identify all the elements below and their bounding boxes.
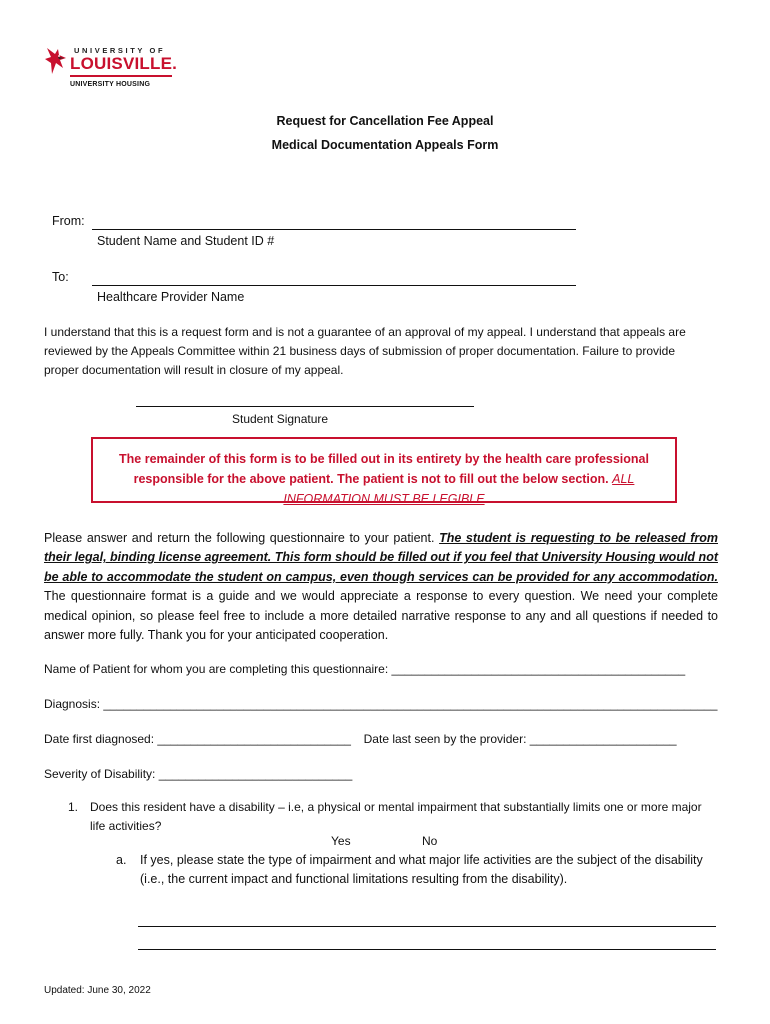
date-fields xyxy=(44,732,677,746)
logo-divider xyxy=(70,75,172,77)
no-option[interactable]: No xyxy=(422,834,438,848)
severity-label: Severity of Disability: xyxy=(44,767,156,781)
answer-line-1[interactable] xyxy=(138,926,716,927)
notice-line-1: The remainder of this form is to be filled out in its entirety by the health care professional xyxy=(119,452,649,466)
notice-line-2 xyxy=(93,469,675,509)
severity-blank[interactable]: _____________________________ xyxy=(158,767,353,781)
from-label: From: xyxy=(52,214,85,228)
form-subtitle: Medical Documentation Appeals Form xyxy=(271,138,499,152)
date-last-seen-label: Date last seen by the provider: xyxy=(363,732,527,746)
answer-line-2[interactable] xyxy=(138,949,716,950)
notice-line-2-text: responsible for the above patient. The patient is not to fill out the below section. xyxy=(133,472,609,486)
diagnosis-label: Diagnosis: xyxy=(44,697,101,711)
to-input-line[interactable] xyxy=(92,285,576,286)
date-first-diagnosed-blank[interactable]: _____________________________ xyxy=(157,732,351,746)
date-last-seen-blank[interactable]: ______________________ xyxy=(529,732,677,746)
logo-line-university: UNIVERSITY OF xyxy=(74,46,166,55)
question-1a-number: a. xyxy=(116,853,127,867)
logo-line-louisville: LOUISVILLE. xyxy=(70,54,178,73)
from-input-line[interactable] xyxy=(92,229,576,230)
question-1a-text: If yes, please state the type of impairment and what major life activities are the subject of the disability (i.e., the current impact and functional limitations resulting from the disability). xyxy=(140,853,703,887)
logo-line-housing: UNIVERSITY HOUSING xyxy=(70,81,151,88)
patient-name-blank[interactable]: ____________________________________________ xyxy=(391,662,686,676)
from-sublabel: Student Name and Student ID # xyxy=(97,234,275,248)
question-1-number: 1. xyxy=(68,800,79,814)
notice-legible-emphasis: ALL INFORMATION MUST BE LEGIBLE xyxy=(283,472,635,506)
to-sublabel: Healthcare Provider Name xyxy=(97,290,245,304)
severity-field xyxy=(44,767,352,781)
signature-label: Student Signature xyxy=(232,412,329,426)
instructions-tail: The questionnaire format is a guide and we would appreciate a response to every question. We need your complete medical opinion, so please feel free to include a more detailed narrative response to any and all questions if needed to answer more fully. Thank you for your anticipated cooperation. xyxy=(44,589,718,643)
patient-name-field xyxy=(44,662,685,676)
university-logo xyxy=(44,44,176,92)
instructions-paragraph xyxy=(44,529,718,645)
yes-option[interactable]: Yes xyxy=(331,834,351,848)
patient-name-label: Name of Patient for whom you are completing this questionnaire: xyxy=(44,662,389,676)
diagnosis-blank[interactable]: ____________________________________________________________________________________________ xyxy=(103,697,718,711)
question-1-text: Does this resident have a disability – i.e, a physical or mental impairment that substantially limits one or more major life activities? xyxy=(90,800,702,833)
updated-date: Updated: June 30, 2022 xyxy=(44,985,151,996)
date-first-diagnosed-label: Date first diagnosed: xyxy=(44,732,155,746)
disclaimer-paragraph: I understand that this is a request form and is not a guarantee of an approval of my appeal. I understand that appeals are reviewed by the Appeals Committee within 21 business days of submission of proper documentation. Failure to provide proper documentation will result in closure of my appeal. xyxy=(44,325,686,377)
diagnosis-field xyxy=(44,697,724,711)
cardinal-bird-icon xyxy=(44,46,68,76)
form-title: Request for Cancellation Fee Appeal xyxy=(276,114,494,128)
professional-notice-box xyxy=(91,437,677,506)
instructions-lead: Please answer and return the following questionnaire to your patient. xyxy=(44,531,440,545)
signature-line[interactable] xyxy=(136,406,474,407)
instructions-emphasis: The student is requesting to be released from their legal, binding license agreement. This form should be filled out if you feel that University Housing would not be able to accommodate the student on campus, even though services can be provided for any accommodation. xyxy=(44,531,718,584)
to-label: To: xyxy=(52,270,69,284)
